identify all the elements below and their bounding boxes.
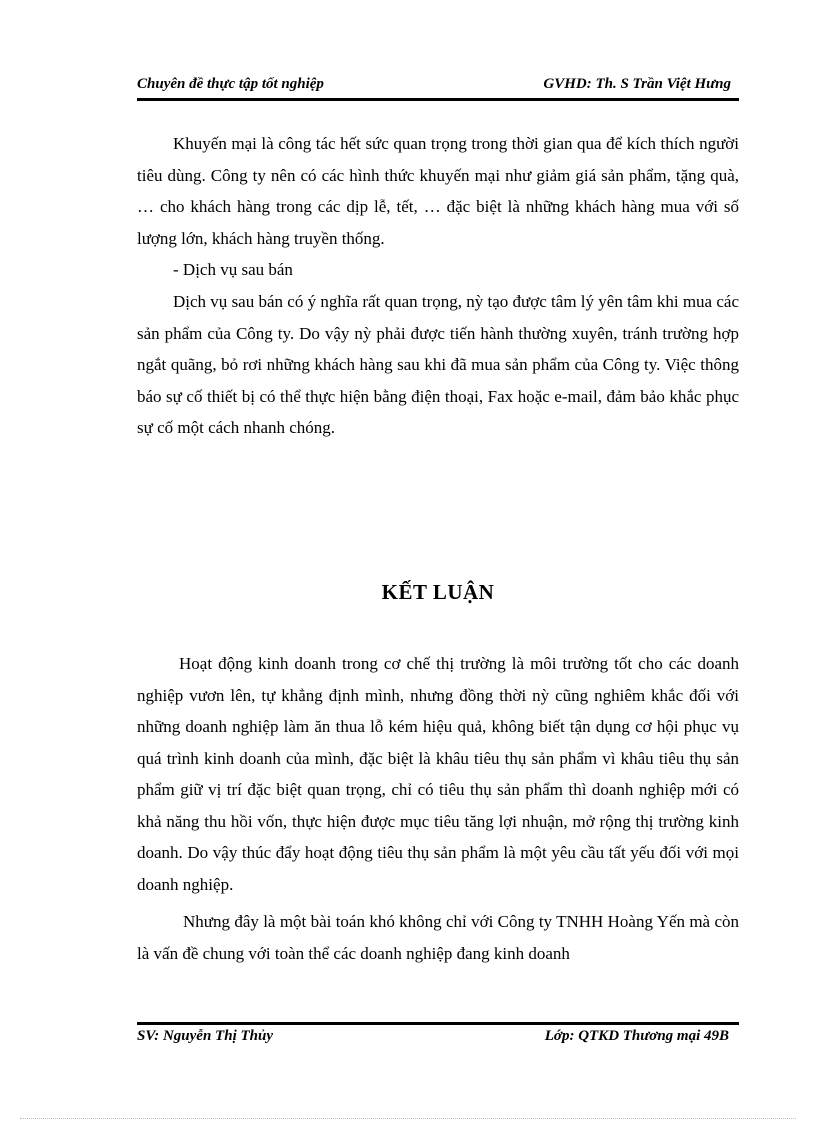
header-advisor: GVHD: Th. S Trần Việt Hưng xyxy=(543,76,731,92)
page-footer xyxy=(137,1028,739,1052)
page-bottom-edge xyxy=(20,1118,796,1119)
header-rule xyxy=(137,98,739,101)
paragraph-after-sales-text: Dịch vụ sau bán có ý nghĩa rất quan trọng, nỳ tạo được tâm lý yên tâm khi mua các sản phẩm của Công ty. Do vậy nỳ phải được tiến hành thường xuyên, tránh trường hợp ngắt quãng, bỏ rơi những khách hàng sau khi đã mua sản phẩm của Công ty. Việc thông báo sự cố thiết bị có thể thực hiện bằng điện thoại, Fax hoặc e-mail, đảm bảo khắc phục sự cố một cách nhanh chóng. xyxy=(137,292,739,437)
page-header xyxy=(137,74,739,98)
footer-class: Lớp: QTKD Thương mại 49B xyxy=(544,1028,729,1044)
paragraph-promotion-text: Khuyến mại là công tác hết sức quan trọng trong thời gian qua để kích thích người tiêu dùng. Công ty nên có các hình thức khuyến mại như giảm giá sản phẩm, tặng quà, … cho khách hàng trong các dịp lễ, tết, … đặc biệt là những khách hàng mua với số lượng lớn, khách hàng truyền thống. xyxy=(137,134,739,248)
footer-student: SV: Nguyễn Thị Thủy xyxy=(137,1028,273,1044)
conclusion-heading: KẾT LUẬN xyxy=(381,580,495,604)
bullet-after-sales-service: - Dịch vụ sau bán xyxy=(173,260,293,279)
paragraph-conclusion-1 xyxy=(137,648,739,900)
paragraph-promotion xyxy=(137,128,739,254)
header-report-title: Chuyên đề thực tập tốt nghiệp xyxy=(137,76,324,92)
paragraph-conclusion-2 xyxy=(137,906,739,969)
paragraph-conclusion-2-text: Nhưng đây là một bài toán khó không chỉ với Công ty TNHH Hoàng Yến mà còn là vấn đề chung với toàn thể các doanh nghiệp đang kinh doanh xyxy=(137,912,739,963)
footer-rule xyxy=(137,1022,739,1025)
paragraph-after-sales xyxy=(137,286,739,444)
paragraph-conclusion-1-text: Hoạt động kinh doanh trong cơ chế thị trường là môi trường tốt cho các doanh nghiệp vươn lên, tự khẳng định mình, nhưng đồng thời nỳ cũng nghiêm khắc đối với những doanh nghiệp làm ăn thua lỗ kém hiệu quả, không biết tận dụng cơ hội phục vụ quá trình kinh doanh của mình, đặc biệt là khâu tiêu thụ sản phẩm vì khâu tiêu thụ sản phẩm giữ vị trí đặc biệt quan trọng, chỉ có tiêu thụ sản phẩm thì doanh nghiệp mới có khả năng thu hồi vốn, thực hiện được mục tiêu tăng lợi nhuận, mở rộng thị trường kinh doanh. Do vậy thúc đẩy hoạt động tiêu thụ sản phẩm là một yêu cầu tất yếu đối với mọi doanh nghiệp. xyxy=(137,654,739,894)
